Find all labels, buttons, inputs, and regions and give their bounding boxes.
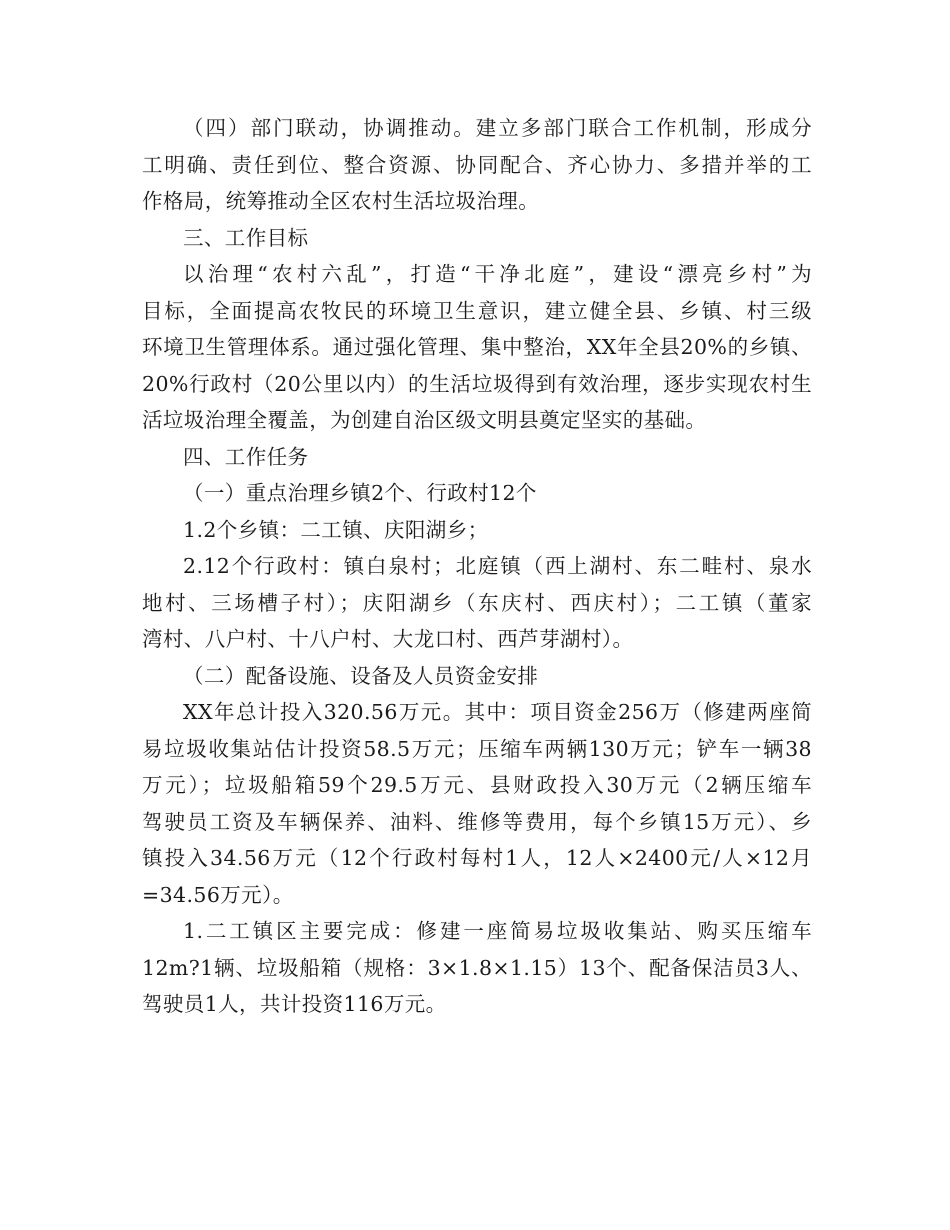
paragraph-line: 驾驶员工资及车辆保养、油料、维修等费用，每个乡镇15万元）、乡 (142, 809, 812, 834)
paragraph-line: 湾村、八户村、十八户村、大龙口村、西芦芽湖村）。 (142, 627, 634, 651)
list-item: 1.二工镇区主要完成：修建一座简易垃圾收集站、购买压缩车 (183, 919, 812, 943)
paragraph-line: =34.56万元）。 (142, 882, 294, 907)
paragraph-line: 20%行政村（20公里以内）的生活垃圾得到有效治理，逐步实现农村生 (142, 371, 812, 396)
paragraph-line: XX年总计投入320.56万元。其中：项目资金256万（修建两座简 (183, 700, 812, 724)
section-heading: 三、工作目标 (183, 225, 309, 250)
subsection-heading: （一）重点治理乡镇2个、行政村12个 (183, 481, 537, 505)
paragraph-line: 地村、三场槽子村）；庆阳湖乡（东庆村、西庆村）；二工镇（董家 (142, 590, 812, 615)
paragraph-line: 12m?1辆、垃圾船箱（规格：3×1.8×1.15）13个、配备保洁员3人、 (142, 955, 812, 980)
paragraph-line: 环境卫生管理体系。通过强化管理、集中整治，XX年全县20%的乡镇、 (142, 335, 812, 359)
paragraph-line: 易垃圾收集站估计投资58.5万元；压缩车两辆130万元；铲车一辆38 (142, 736, 812, 761)
subsection-heading: （二）配备设施、设备及人员资金安排 (183, 663, 539, 688)
section-heading: 四、工作任务 (183, 444, 309, 469)
paragraph-line: （四）部门联动，协调推动。建立多部门联合工作机制，形成分 (183, 116, 812, 140)
paragraph-line: 以治理“农村六乱”，打造“干净北庭”，建设“漂亮乡村”为 (183, 262, 812, 286)
paragraph-line: 目标，全面提高农牧民的环境卫生意识，建立健全县、乡镇、村三级 (142, 298, 812, 323)
paragraph-line: 万元）；垃圾船箱59个29.5万元、县财政投入30万元（2辆压缩车 (142, 773, 812, 797)
paragraph-line: 驾驶员1人，共计投资116万元。 (142, 992, 447, 1016)
paragraph-line: 工明确、责任到位、整合资源、协同配合、齐心协力、多措并举的工 (142, 152, 812, 177)
paragraph-line: 作格局，统筹推动全区农村生活垃圾治理。 (142, 189, 540, 213)
document-body (142, 110, 812, 1023)
paragraph-line: 镇投入34.56万元（12个行政村每村1人，12人×2400元/人×12月 (142, 846, 812, 870)
list-item: 2.12个行政村：镇白泉村；北庭镇（西上湖村、东二畦村、泉水 (183, 554, 812, 578)
paragraph-line: 活垃圾治理全覆盖，为创建自治区级文明县奠定坚实的基础。 (142, 408, 707, 432)
list-item: 1.2个乡镇：二工镇、庆阳湖乡； (183, 517, 489, 542)
